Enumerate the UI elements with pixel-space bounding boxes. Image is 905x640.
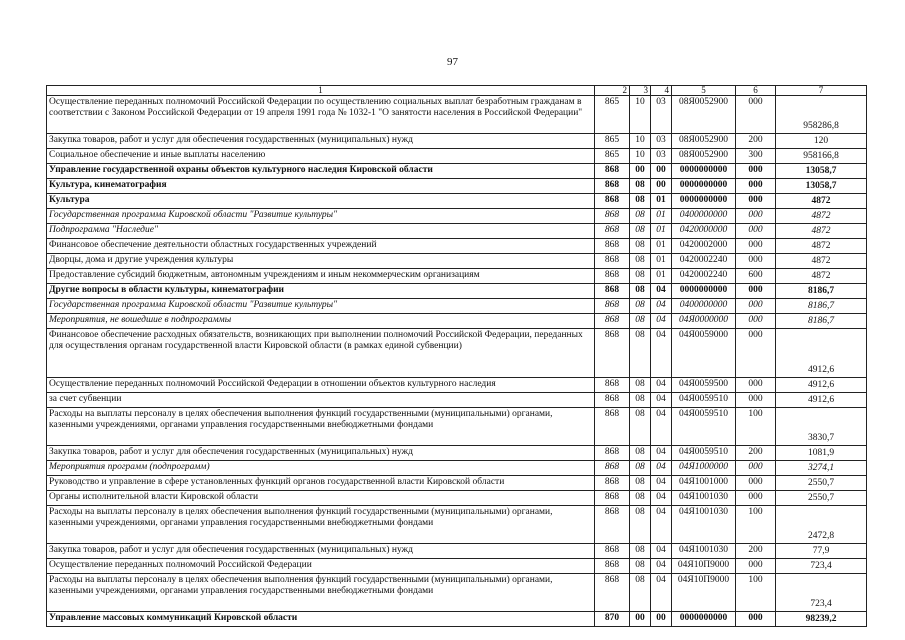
row-name-cell: Государственная программа Кировской области "Развитие культуры" xyxy=(47,299,595,314)
ministry-code-cell: 865 xyxy=(595,134,630,149)
table-row xyxy=(47,299,867,314)
row-name-cell: Социальное обеспечение и иные выплаты населению xyxy=(47,149,595,164)
target-item-code-cell: 04Я0059510 xyxy=(672,393,736,408)
target-item-code-cell: 0420000000 xyxy=(672,224,736,239)
column-number: 6 xyxy=(736,86,776,96)
subsection-code-cell: 04 xyxy=(651,446,672,461)
amount-cell: 958286,8 xyxy=(776,96,867,134)
expense-type-code-cell: 000 xyxy=(736,254,776,269)
amount-cell: 958166,8 xyxy=(776,149,867,164)
target-item-code-cell: 04Я1001030 xyxy=(672,544,736,559)
target-item-code-cell: 04Я10П9000 xyxy=(672,574,736,612)
section-code-cell: 08 xyxy=(630,574,651,612)
expense-type-code-cell: 000 xyxy=(736,194,776,209)
subsection-code-cell: 04 xyxy=(651,506,672,544)
subsection-code-cell: 04 xyxy=(651,299,672,314)
subsection-code-cell: 00 xyxy=(651,164,672,179)
expense-type-code-cell: 300 xyxy=(736,149,776,164)
expense-type-code-cell: 200 xyxy=(736,544,776,559)
expense-type-code-cell: 100 xyxy=(736,574,776,612)
table-row xyxy=(47,209,867,224)
row-name-cell: Подпрограмма "Наследие" xyxy=(47,224,595,239)
expense-type-code-cell: 200 xyxy=(736,134,776,149)
expense-type-code-cell: 000 xyxy=(736,559,776,574)
page-number: 97 xyxy=(447,56,458,68)
target-item-code-cell: 0420002000 xyxy=(672,239,736,254)
table-row xyxy=(47,491,867,506)
table-row xyxy=(47,96,867,134)
row-name-cell: Управление государственной охраны объектов культурного наследия Кировской области xyxy=(47,164,595,179)
column-number-row xyxy=(47,86,867,96)
ministry-code-cell: 868 xyxy=(595,179,630,194)
table-row xyxy=(47,446,867,461)
row-name-cell: Культура xyxy=(47,194,595,209)
expense-type-code-cell: 000 xyxy=(736,299,776,314)
ministry-code-cell: 870 xyxy=(595,612,630,627)
target-item-code-cell: 04Я0059000 xyxy=(672,329,736,378)
target-item-code-cell: 08Я0052900 xyxy=(672,149,736,164)
subsection-code-cell: 04 xyxy=(651,314,672,329)
row-name-cell: Другие вопросы в области культуры, кинематографии xyxy=(47,284,595,299)
ministry-code-cell: 868 xyxy=(595,224,630,239)
ministry-code-cell: 868 xyxy=(595,299,630,314)
table-row xyxy=(47,164,867,179)
section-code-cell: 10 xyxy=(630,134,651,149)
column-number: 7 xyxy=(776,86,867,96)
ministry-code-cell: 868 xyxy=(595,209,630,224)
section-code-cell: 08 xyxy=(630,544,651,559)
amount-cell: 2550,7 xyxy=(776,476,867,491)
row-name-cell: Культура, кинематография xyxy=(47,179,595,194)
section-code-cell: 08 xyxy=(630,559,651,574)
table-row xyxy=(47,378,867,393)
subsection-code-cell: 01 xyxy=(651,269,672,284)
section-code-cell: 00 xyxy=(630,612,651,627)
expense-type-code-cell: 100 xyxy=(736,408,776,446)
amount-cell: 13058,7 xyxy=(776,179,867,194)
row-name-cell: Предоставление субсидий бюджетным, автономным учреждениям и иным некоммерческим организациям xyxy=(47,269,595,284)
section-code-cell: 08 xyxy=(630,224,651,239)
row-name-cell: Расходы на выплаты персоналу в целях обеспечения выполнения функций государственными (муниципальными) органами, казенными учреждениями, органами управления государственными внебюджетными фондами xyxy=(47,506,595,544)
section-code-cell: 08 xyxy=(630,491,651,506)
section-code-cell: 08 xyxy=(630,284,651,299)
target-item-code-cell: 04Я0000000 xyxy=(672,314,736,329)
section-code-cell: 08 xyxy=(630,299,651,314)
table-row xyxy=(47,194,867,209)
expense-type-code-cell: 000 xyxy=(736,164,776,179)
expense-type-code-cell: 000 xyxy=(736,378,776,393)
section-code-cell: 08 xyxy=(630,393,651,408)
row-name-cell: Осуществление переданных полномочий Российской Федерации xyxy=(47,559,595,574)
expense-type-code-cell: 000 xyxy=(736,224,776,239)
expense-type-code-cell: 000 xyxy=(736,329,776,378)
table-row xyxy=(47,612,867,627)
column-number: 5 xyxy=(672,86,736,96)
table-row xyxy=(47,314,867,329)
table-row xyxy=(47,476,867,491)
expense-type-code-cell: 000 xyxy=(736,209,776,224)
subsection-code-cell: 01 xyxy=(651,194,672,209)
table-row xyxy=(47,408,867,446)
amount-cell: 120 xyxy=(776,134,867,149)
target-item-code-cell: 0420002240 xyxy=(672,254,736,269)
table-row xyxy=(47,506,867,544)
subsection-code-cell: 04 xyxy=(651,378,672,393)
target-item-code-cell: 0400000000 xyxy=(672,299,736,314)
amount-cell: 1081,9 xyxy=(776,446,867,461)
expense-type-code-cell: 000 xyxy=(736,612,776,627)
row-name-cell: Закупка товаров, работ и услуг для обеспечения государственных (муниципальных) нужд xyxy=(47,446,595,461)
target-item-code-cell: 0420002240 xyxy=(672,269,736,284)
table-row xyxy=(47,269,867,284)
ministry-code-cell: 868 xyxy=(595,239,630,254)
row-name-cell: Финансовое обеспечение деятельности областных государственных учреждений xyxy=(47,239,595,254)
expense-type-code-cell: 000 xyxy=(736,239,776,254)
table-row xyxy=(47,149,867,164)
target-item-code-cell: 04Я1001030 xyxy=(672,506,736,544)
ministry-code-cell: 868 xyxy=(595,408,630,446)
subsection-code-cell: 00 xyxy=(651,612,672,627)
table-row xyxy=(47,461,867,476)
subsection-code-cell: 00 xyxy=(651,179,672,194)
row-name-cell: Финансовое обеспечение расходных обязательств, возникающих при выполнении полномочий Российской Федерации, переданных для осуществления органам государственной власти Кировской области (в рамках единой субвенции) xyxy=(47,329,595,378)
table-row xyxy=(47,224,867,239)
section-code-cell: 10 xyxy=(630,149,651,164)
row-name-cell: Закупка товаров, работ и услуг для обеспечения государственных (муниципальных) нужд xyxy=(47,134,595,149)
target-item-code-cell: 04Я1000000 xyxy=(672,461,736,476)
section-code-cell: 08 xyxy=(630,209,651,224)
target-item-code-cell: 0000000000 xyxy=(672,612,736,627)
section-code-cell: 08 xyxy=(630,476,651,491)
row-name-cell: Мероприятия программ (подпрограмм) xyxy=(47,461,595,476)
table-row xyxy=(47,574,867,612)
section-code-cell: 08 xyxy=(630,329,651,378)
amount-cell: 4872 xyxy=(776,254,867,269)
table-row xyxy=(47,179,867,194)
ministry-code-cell: 868 xyxy=(595,461,630,476)
subsection-code-cell: 04 xyxy=(651,574,672,612)
target-item-code-cell: 0400000000 xyxy=(672,209,736,224)
target-item-code-cell: 08Я0052900 xyxy=(672,134,736,149)
row-name-cell: Расходы на выплаты персоналу в целях обеспечения выполнения функций государственными (муниципальными) органами, казенными учреждениями, органами управления государственными внебюджетными фондами xyxy=(47,408,595,446)
amount-cell: 4872 xyxy=(776,269,867,284)
amount-cell: 4872 xyxy=(776,239,867,254)
expense-type-code-cell: 000 xyxy=(736,96,776,134)
section-code-cell: 08 xyxy=(630,239,651,254)
table-row xyxy=(47,544,867,559)
subsection-code-cell: 01 xyxy=(651,239,672,254)
target-item-code-cell: 08Я0052900 xyxy=(672,96,736,134)
ministry-code-cell: 868 xyxy=(595,378,630,393)
subsection-code-cell: 04 xyxy=(651,284,672,299)
ministry-code-cell: 868 xyxy=(595,329,630,378)
subsection-code-cell: 04 xyxy=(651,544,672,559)
column-number: 4 xyxy=(651,86,672,96)
budget-table xyxy=(46,85,867,627)
subsection-code-cell: 01 xyxy=(651,209,672,224)
expense-type-code-cell: 200 xyxy=(736,446,776,461)
ministry-code-cell: 868 xyxy=(595,269,630,284)
row-name-cell: Осуществление переданных полномочий Российской Федерации по осуществлению социальных выплат безработным гражданам в соответствии с Законом Российской Федерации от 19 апреля 1991 года № 1032-1 "О занятости населения в Российской Федерации" xyxy=(47,96,595,134)
subsection-code-cell: 04 xyxy=(651,408,672,446)
amount-cell: 4912,6 xyxy=(776,378,867,393)
ministry-code-cell: 868 xyxy=(595,164,630,179)
amount-cell: 3830,7 xyxy=(776,408,867,446)
column-number: 3 xyxy=(630,86,651,96)
section-code-cell: 08 xyxy=(630,506,651,544)
table-row xyxy=(47,239,867,254)
row-name-cell: Дворцы, дома и другие учреждения культуры xyxy=(47,254,595,269)
row-name-cell: Управление массовых коммуникаций Кировской области xyxy=(47,612,595,627)
ministry-code-cell: 868 xyxy=(595,254,630,269)
ministry-code-cell: 868 xyxy=(595,476,630,491)
subsection-code-cell: 04 xyxy=(651,393,672,408)
ministry-code-cell: 868 xyxy=(595,284,630,299)
row-name-cell: Осуществление переданных полномочий Российской Федерации в отношении объектов культурного наследия xyxy=(47,378,595,393)
ministry-code-cell: 865 xyxy=(595,96,630,134)
expense-type-code-cell: 000 xyxy=(736,491,776,506)
subsection-code-cell: 04 xyxy=(651,461,672,476)
amount-cell: 98239,2 xyxy=(776,612,867,627)
amount-cell: 8186,7 xyxy=(776,314,867,329)
target-item-code-cell: 04Я0059500 xyxy=(672,378,736,393)
section-code-cell: 08 xyxy=(630,408,651,446)
subsection-code-cell: 03 xyxy=(651,134,672,149)
subsection-code-cell: 04 xyxy=(651,476,672,491)
amount-cell: 77,9 xyxy=(776,544,867,559)
table-row xyxy=(47,329,867,378)
table-row xyxy=(47,284,867,299)
section-code-cell: 08 xyxy=(630,314,651,329)
target-item-code-cell: 0000000000 xyxy=(672,284,736,299)
column-number: 1 xyxy=(47,86,595,96)
row-name-cell: Руководство и управление в сфере установленных функций органов государственной власти Кировской области xyxy=(47,476,595,491)
subsection-code-cell: 04 xyxy=(651,329,672,378)
subsection-code-cell: 01 xyxy=(651,224,672,239)
section-code-cell: 08 xyxy=(630,194,651,209)
amount-cell: 13058,7 xyxy=(776,164,867,179)
table-row xyxy=(47,393,867,408)
amount-cell: 2472,8 xyxy=(776,506,867,544)
section-code-cell: 10 xyxy=(630,96,651,134)
section-code-cell: 00 xyxy=(630,164,651,179)
section-code-cell: 08 xyxy=(630,179,651,194)
amount-cell: 4872 xyxy=(776,194,867,209)
target-item-code-cell: 04Я1001000 xyxy=(672,476,736,491)
ministry-code-cell: 868 xyxy=(595,446,630,461)
ministry-code-cell: 868 xyxy=(595,544,630,559)
target-item-code-cell: 04Я1001030 xyxy=(672,491,736,506)
expense-type-code-cell: 000 xyxy=(736,179,776,194)
target-item-code-cell: 04Я0059510 xyxy=(672,408,736,446)
expense-type-code-cell: 000 xyxy=(736,314,776,329)
ministry-code-cell: 868 xyxy=(595,506,630,544)
ministry-code-cell: 868 xyxy=(595,559,630,574)
row-name-cell: Государственная программа Кировской области "Развитие культуры" xyxy=(47,209,595,224)
ministry-code-cell: 868 xyxy=(595,393,630,408)
target-item-code-cell: 0000000000 xyxy=(672,164,736,179)
expense-type-code-cell: 000 xyxy=(736,461,776,476)
amount-cell: 8186,7 xyxy=(776,284,867,299)
ministry-code-cell: 865 xyxy=(595,149,630,164)
ministry-code-cell: 868 xyxy=(595,574,630,612)
amount-cell: 4912,6 xyxy=(776,329,867,378)
expense-type-code-cell: 100 xyxy=(736,506,776,544)
amount-cell: 4872 xyxy=(776,209,867,224)
table-row xyxy=(47,134,867,149)
row-name-cell: Мероприятия, не вошедшие в подпрограммы xyxy=(47,314,595,329)
section-code-cell: 08 xyxy=(630,446,651,461)
table-row xyxy=(47,254,867,269)
table-row xyxy=(47,559,867,574)
row-name-cell: Расходы на выплаты персоналу в целях обеспечения выполнения функций государственными (муниципальными) органами, казенными учреждениями, органами управления государственными внебюджетными фондами xyxy=(47,574,595,612)
target-item-code-cell: 0000000000 xyxy=(672,194,736,209)
section-code-cell: 08 xyxy=(630,378,651,393)
expense-type-code-cell: 600 xyxy=(736,269,776,284)
subsection-code-cell: 03 xyxy=(651,149,672,164)
amount-cell: 4872 xyxy=(776,224,867,239)
subsection-code-cell: 01 xyxy=(651,254,672,269)
subsection-code-cell: 04 xyxy=(651,559,672,574)
ministry-code-cell: 868 xyxy=(595,194,630,209)
row-name-cell: Органы исполнительной власти Кировской области xyxy=(47,491,595,506)
row-name-cell: за счет субвенции xyxy=(47,393,595,408)
expense-type-code-cell: 000 xyxy=(736,476,776,491)
amount-cell: 3274,1 xyxy=(776,461,867,476)
section-code-cell: 08 xyxy=(630,461,651,476)
subsection-code-cell: 03 xyxy=(651,96,672,134)
expense-type-code-cell: 000 xyxy=(736,284,776,299)
expense-type-code-cell: 000 xyxy=(736,393,776,408)
row-name-cell: Закупка товаров, работ и услуг для обеспечения государственных (муниципальных) нужд xyxy=(47,544,595,559)
column-number: 2 xyxy=(595,86,630,96)
amount-cell: 4912,6 xyxy=(776,393,867,408)
section-code-cell: 08 xyxy=(630,254,651,269)
ministry-code-cell: 868 xyxy=(595,491,630,506)
amount-cell: 723,4 xyxy=(776,559,867,574)
target-item-code-cell: 0000000000 xyxy=(672,179,736,194)
section-code-cell: 08 xyxy=(630,269,651,284)
subsection-code-cell: 04 xyxy=(651,491,672,506)
target-item-code-cell: 04Я10П9000 xyxy=(672,559,736,574)
amount-cell: 8186,7 xyxy=(776,299,867,314)
ministry-code-cell: 868 xyxy=(595,314,630,329)
amount-cell: 2550,7 xyxy=(776,491,867,506)
target-item-code-cell: 04Я0059510 xyxy=(672,446,736,461)
amount-cell: 723,4 xyxy=(776,574,867,612)
